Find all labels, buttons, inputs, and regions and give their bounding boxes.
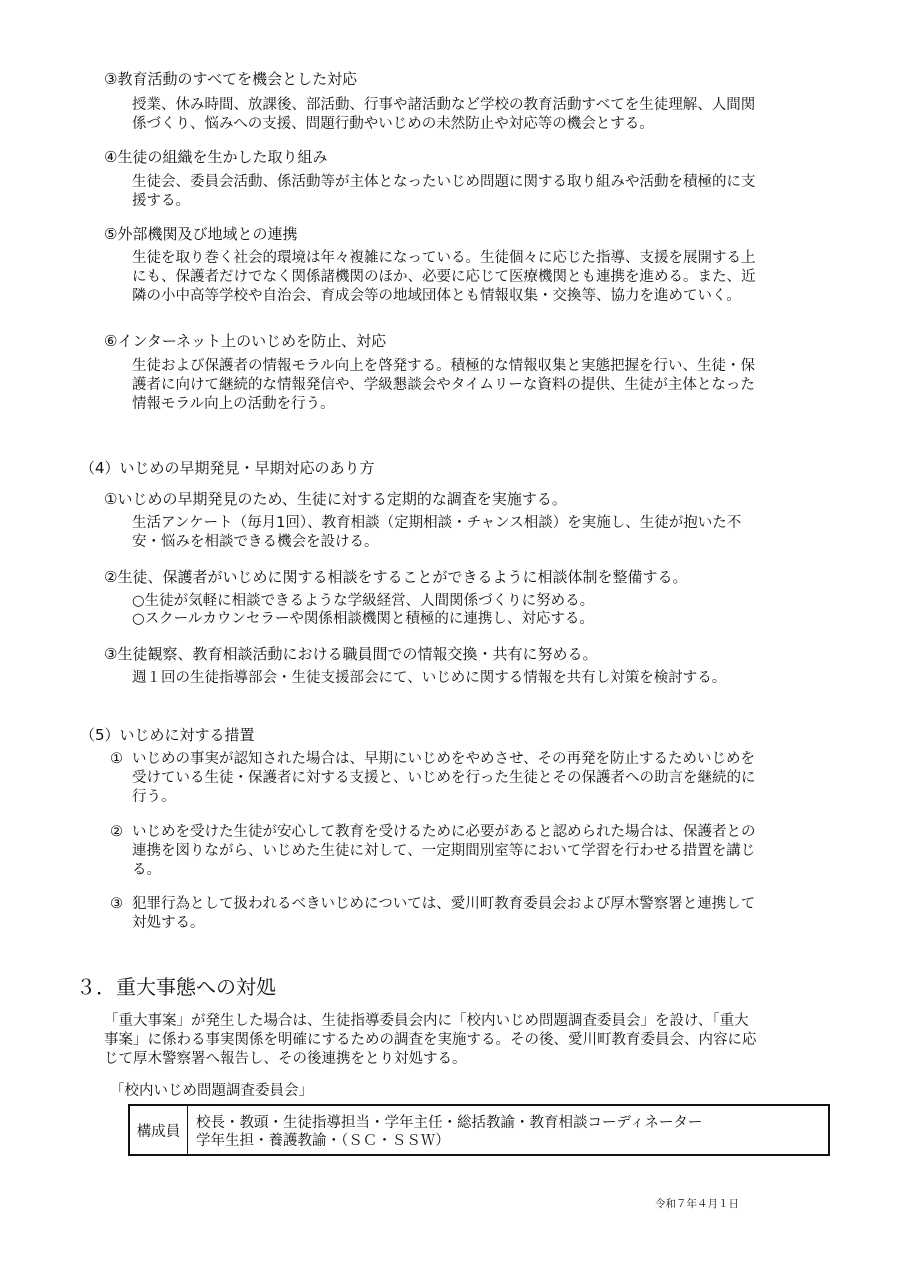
chapter-3-line-2: 事案」に係わる事実関係を明確にするための調査を実施する。その後、愛川町教育委員会、内容に応	[104, 1032, 757, 1048]
chapter-3-heading: ３．重大事態への対処	[76, 975, 276, 999]
section-5-line-1: 生徒を取り巻く社会的環境は年々複雑になっている。生徒個々に応じた指導、支援を展開する上	[132, 250, 756, 266]
section-6-line-3: 情報モラル向上の活動を行う。	[132, 396, 335, 412]
part-5-item-2-line-3: る。	[132, 862, 161, 878]
part-5-item-1-marker: ①	[110, 751, 123, 767]
part-5-item-3-line-2: 対処する。	[132, 915, 205, 931]
part-5-item-2-marker: ②	[110, 824, 123, 840]
committee-table	[128, 1104, 830, 1156]
part-5-item-3-line-1: 犯罪行為として扱われるべきいじめについては、愛川町教育委員会および厚木警察署と連携して	[132, 896, 756, 912]
part-5-item-1-line-2: 受けている生徒・保護者に対する支援と、いじめを行った生徒とその保護者への助言を継続的に	[132, 770, 756, 786]
committee-title: 「校内いじめ問題調査委員会」	[110, 1083, 313, 1099]
part-5-item-1-line-3: 行う。	[132, 789, 176, 805]
part-5-item-2-line-2: 連携を図りながら、いじめた生徒に対して、一定期間別室等において学習を行わせる措置を講じ	[132, 843, 756, 859]
part-4-item-2-heading: ②生徒、保護者がいじめに関する相談をすることができるように相談体制を整備する。	[104, 568, 688, 586]
section-4-heading: ④生徒の組織を生かした取り組み	[104, 148, 328, 166]
section-3-line-2: 係づくり、悩みへの支援、問題行動やいじめの未然防止や対応等の機会とする。	[132, 116, 654, 132]
section-6-line-2: 護者に向けて継続的な情報発信や、学級懇談会やタイムリーな資料の提供、生徒が主体となった	[132, 377, 755, 393]
section-3-heading: ③教育活動のすべてを機会とした対応	[104, 70, 358, 88]
chapter-3-line-1: 「重大事案」が発生した場合は、生徒指導委員会内に「校内いじめ問題調査委員会」を設け、「重大	[104, 1013, 749, 1029]
section-4-line-2: 援する。	[132, 193, 190, 209]
section-5-line-2: にも、保護者だけでなく関係諸機関のほか、必要に応じて医療機関とも連携を進める。また、近	[132, 269, 756, 285]
committee-table-row-2: 学年生担・養護教諭・（ＳＣ・ＳＳＷ）	[196, 1133, 450, 1149]
part-4-item-2-line-1: ○生徒が気軽に相談できるような学級経営、人間関係づくりに努める。	[132, 593, 595, 609]
part-4-item-2-line-2: ○スクールカウンセラーや関係相談機関と積極的に連携し、対応する。	[132, 611, 594, 627]
committee-table-row-1: 校長・教頭・生徒指導担当・学年主任・総括教諭・教育相談コーディネーター	[196, 1115, 703, 1131]
section-5-line-3: 隣の小中高等学校や自治会、育成会等の地域団体とも情報収集・交換等、協力を進めていく。	[132, 288, 741, 304]
committee-table-label: 構成員	[130, 1106, 188, 1154]
part-5-heading: （5）いじめに対する措置	[80, 726, 255, 744]
part-4-item-1-line-2: 安・悩みを相談できる機会を設ける。	[132, 534, 379, 550]
part-4-item-1-line-1: 生活アンケート（毎月1回）、教育相談（定期相談・チャンス相談）を実施し、生徒が抱いた不	[132, 515, 742, 531]
part-4-item-1-heading: ①いじめの早期発見のため、生徒に対する定期的な調査を実施する。	[104, 490, 567, 508]
part-4-item-3-heading: ③生徒観察、教育相談活動における職員間での情報交換・共有に努める。	[104, 645, 598, 663]
part-5-item-3-marker: ③	[110, 896, 123, 912]
part-4-item-3-line-1: 週１回の生徒指導部会・生徒支援部会にて、いじめに関する情報を共有し対策を検討する。	[132, 670, 727, 686]
footer-date: 令和７年４月１日	[655, 1198, 739, 1210]
section-3-line-1: 授業、休み時間、放課後、部活動、行事や諸活動など学校の教育活動すべてを生徒理解、人間関	[132, 97, 756, 113]
section-5-heading: ⑤外部機関及び地域との連携	[104, 225, 298, 243]
chapter-3-line-3: じて厚木警察署へ報告し、その後連携をとり対処する。	[104, 1051, 467, 1067]
part-5-item-1-line-1: いじめの事実が認知された場合は、早期にいじめをやめさせ、その再発を防止するためいじめを	[132, 751, 756, 767]
section-6-line-1: 生徒および保護者の情報モラル向上を啓発する。積極的な情報収集と実態把握を行い、生徒・保	[132, 358, 756, 374]
section-4-line-1: 生徒会、委員会活動、係活動等が主体となったいじめ問題に関する取り組みや活動を積極的に支	[132, 174, 756, 190]
part-5-item-2-line-1: いじめを受けた生徒が安心して教育を受けるために必要があると認められた場合は、保護者との	[132, 824, 756, 840]
section-6-heading: ⑥インターネット上のいじめを防止、対応	[104, 332, 387, 350]
part-4-heading: （4）いじめの早期発見・早期対応のあり方	[80, 459, 375, 477]
